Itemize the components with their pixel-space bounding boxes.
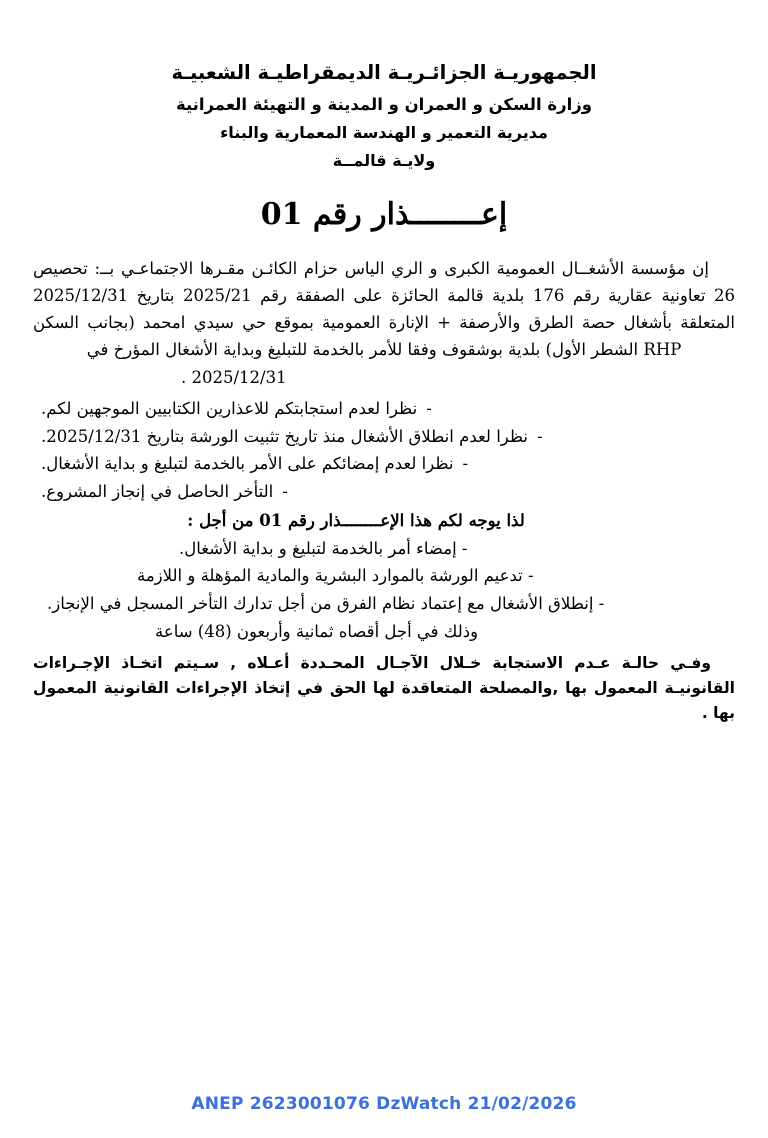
footer-reference: ANEP 2623001076 DzWatch 21/02/2026 (191, 1094, 577, 1114)
document-header (0, 58, 768, 173)
page-title: إعــــــــذار رقم 01 (260, 197, 508, 233)
purpose-statement: لذا يوجه لكم هذا الإعــــــــذار رقم 01 من أجل : (187, 510, 525, 530)
final-warning-paragraph: وفـي حالـة عـدم الاستجابة خـلال الآجـال المحـددة أعـلاه , سـيتم اتخـاذ الإجـراءات القانونيـة المعمول بها ,والمصلحة المتعاقدة لها الحق في إتخاذ الإجراءات القانونية المعمول بها . (33, 654, 735, 723)
reasons-list (33, 396, 735, 506)
deadline-note: وذلك في أجل أقصاه ثمانية وأربعون (48) ساعة (155, 621, 479, 641)
list-item: - تدعيم الورشة بالموارد البشرية والمادية المؤهلة و اللازمة (137, 566, 534, 586)
list-item (33, 479, 735, 506)
list-item (33, 396, 735, 423)
list-item: - إمضاء أمر بالخدمة لتبليغ و بداية الأشغال. (179, 538, 468, 558)
header-ministry: وزارة السكن و العمران و المدينة و التهيئة العمرانية (175, 95, 593, 115)
list-item (33, 424, 735, 451)
requirements-list (33, 536, 735, 618)
intro-trailing-date: . 2025/12/31 (181, 368, 287, 388)
dash-marker-icon: - (282, 482, 288, 502)
header-republic: الجمهوريـة الجزائـريـة الديمقراطيـة الشعبيـة (171, 61, 597, 84)
header-directorate: مديرية التعمير و الهندسة المعمارية والبناء (220, 122, 548, 142)
reason-text: نظرا لعدم استجابتكم للاعذارين الكتابيين الموجهين لكم. (41, 398, 418, 418)
reason-text: التأخر الحاصل في إنجاز المشروع. (41, 482, 274, 502)
list-item (33, 451, 735, 478)
dash-marker-icon: - (537, 426, 543, 446)
dash-marker-icon: - (462, 454, 469, 474)
reason-text: نظرا لعدم انطلاق الأشغال منذ تاريخ تثبيت الورشة بتاريخ 2025/12/31. (41, 426, 529, 446)
intro-paragraph: إن مؤسسة الأشغــال العمومية الكبرى و الري الياس حزام الكائـن مقـرها الاجتماعـي بــ: تحصيص 26 تعاونية عقارية رقم 176 بلدية قالمة الحائزة على الصفقة رقم 2025/21 بتاريخ 2025/12/31 المتعلقة بأشغال حصة الطرق والأرصفة + الإنارة العمومية بموقع حي سيدي امحمد (بجانب السكن RHP الشطر الأول) بلدية بوشقوف وفقا للأمر بالخدمة للتبليغ وبداية الأشغال المؤرخ في (33, 259, 735, 359)
document-body (33, 234, 735, 725)
header-wilaya: ولايـة قالمــة (332, 150, 436, 170)
dash-marker-icon: - (426, 398, 432, 418)
list-item: - إنطلاق الأشغال مع إعتماد نظام الفرق من أجل تدارك التأخر المسجل في الإنجاز. (47, 594, 605, 613)
reason-text: نظرا لعدم إمضائكم على الأمر بالخدمة لتبليغ و بداية الأشغال. (41, 454, 454, 474)
